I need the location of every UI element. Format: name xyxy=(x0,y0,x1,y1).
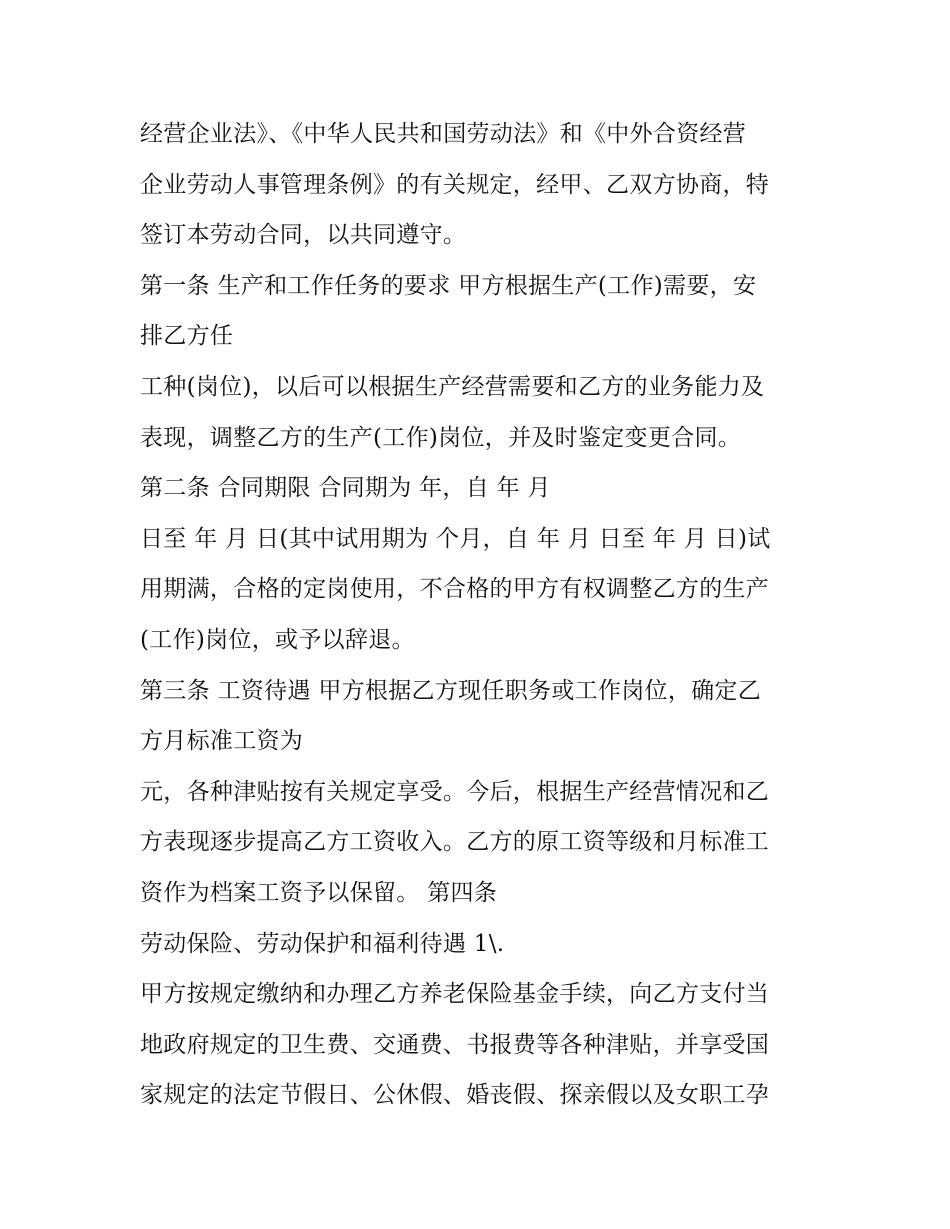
article-3-heading-line: 第三条 工资待遇 甲方根据乙方现任职务或工作岗位，确定乙 xyxy=(140,677,762,704)
text-line: 工种(岗位)，以后可以根据生产经营需要和乙方的业务能力及 xyxy=(140,373,765,400)
text-line: 经营企业法》、《中华人民共和国劳动法》和《中外合资经营 xyxy=(140,121,747,147)
text-line: 排乙方任 xyxy=(140,323,234,350)
text-line: 甲方按规定缴纳和办理乙方养老保险基金手续，向乙方支付当 xyxy=(140,981,770,1008)
text-line: 家规定的法定节假日、公休假、婚丧假、探亲假以及女职工孕 xyxy=(140,1082,770,1109)
text-line: 方表现逐步提高乙方工资收入。乙方的原工资等级和月标准工 xyxy=(140,829,770,856)
text-line: 用期满，合格的定岗使用，不合格的甲方有权调整乙方的生产 xyxy=(140,576,770,603)
text-line: 企业劳动人事管理条例》的有关规定，经甲、乙双方协商，特 xyxy=(140,171,770,198)
contract-body-text xyxy=(140,109,820,1121)
text-line: 方月标准工资为 xyxy=(140,728,304,755)
text-line: (工作)岗位，或予以辞退。 xyxy=(140,626,415,653)
article-2-heading-line: 第二条 合同期限 合同期为 年，自 年 月 xyxy=(140,475,551,502)
text-line: 劳动保险、劳动保护和福利待遇 1\. xyxy=(140,930,505,957)
text-line: 元，各种津贴按有关规定享受。今后，根据生产经营情况和乙 xyxy=(140,778,770,805)
article-4-heading-line: 资作为档案工资予以保留。 第四条 xyxy=(140,879,498,906)
text-line: 地政府规定的卫生费、交通费、书报费等各种津贴，并享受国 xyxy=(140,1031,770,1058)
text-line: 日至 年 月 日(其中试用期为 个月，自 年 月 日至 年 月 日)试 xyxy=(140,525,771,552)
text-line: 签订本劳动合同，以共同遵守。 xyxy=(140,222,467,249)
text-line: 表现，调整乙方的生产(工作)岗位，并及时鉴定变更合同。 xyxy=(140,424,742,451)
article-1-heading-line: 第一条 生产和工作任务的要求 甲方根据生产(工作)需要，安 xyxy=(140,272,757,299)
